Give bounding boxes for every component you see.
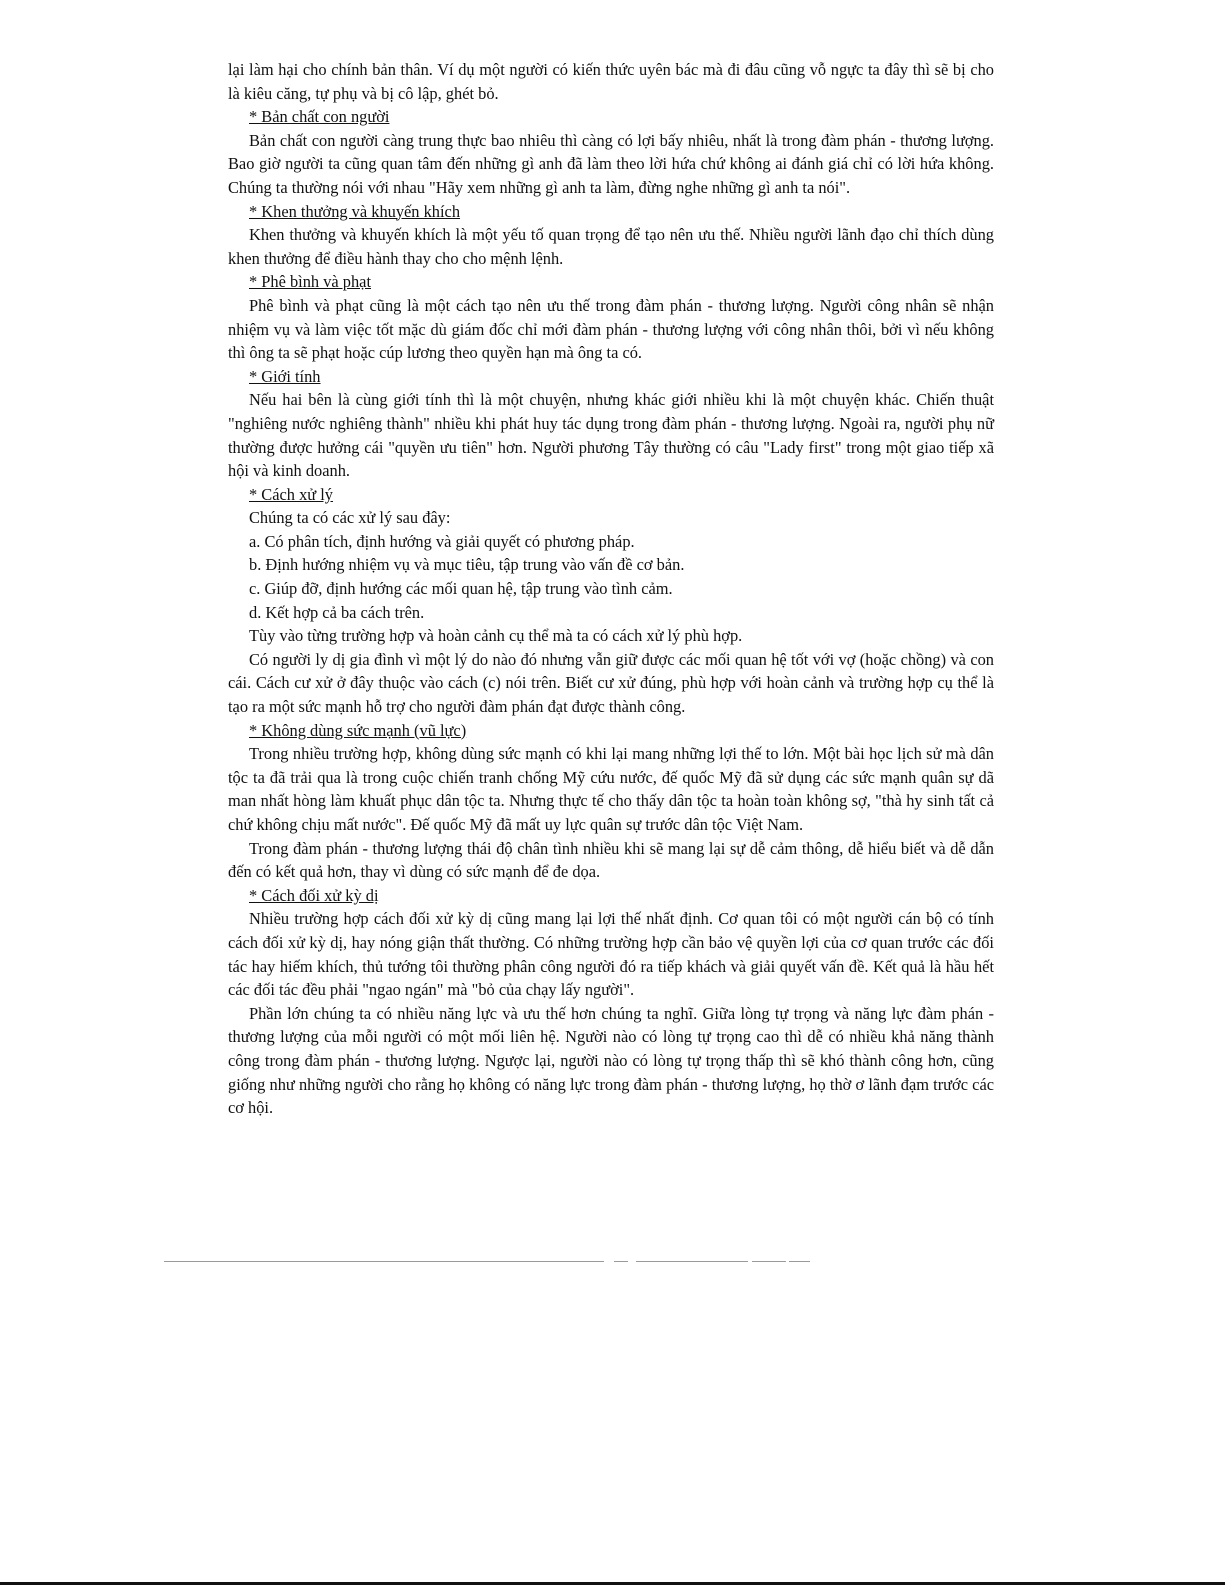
section-heading: * Cách đối xử kỳ dị <box>249 885 379 905</box>
paragraph: Chúng ta có các xử lý sau đây: <box>249 508 451 528</box>
list-item: a. Có phân tích, định hướng và giải quyết có phương pháp. <box>249 531 635 551</box>
paragraph: Có người ly dị gia đình vì một lý do nào đó nhưng vẫn giữ được các mối quan hệ tốt với vợ (hoặc chồng) và con cái. Cách cư xử ở đây thuộc vào cách (c) nói trên. Biết cư xử đúng, phù hợp với hoàn cảnh và trường hợp cụ thể là tạo ra một sức mạnh hỗ trợ cho người đàm phán đạt được thành công. <box>228 649 994 717</box>
separator-gap <box>786 1259 789 1263</box>
paragraph: Nhiều trường hợp cách đối xử kỳ dị cũng mang lại lợi thế nhất định. Cơ quan tôi có một người cán bộ có tính cách đối xử kỳ dị, hay nóng giận thất thường. Có những trường hợp cần bảo vệ quyền lợi của cơ quan trước các đối tác hay hiếm khích, thủ tướng tôi thường phân công người đó ra tiếp khách và giải quyết vấn đề. Kết quả là hầu hết các đối tác đều phải "ngao ngán" mà "bỏ của chạy lấy người". <box>228 909 994 1000</box>
paragraph: lại làm hại cho chính bản thân. Ví dụ một người có kiến thức uyên bác mà đi đâu cũng vỗ ngực ta đây thì sẽ bị cho là kiêu căng, tự phụ và bị cô lập, ghét bỏ. <box>228 60 994 103</box>
paragraph: Bản chất con người càng trung thực bao nhiêu thì càng có lợi bấy nhiêu, nhất là trong đàm phán - thương lượng. Bao giờ người ta cũng quan tâm đến những gì anh đã làm theo lời hứa chứ không ai đánh giá chỉ có lời hứa không. Chúng ta thường nói với nhau "Hãy xem những gì anh ta làm, đừng nghe những gì anh ta nói". <box>228 130 994 197</box>
paragraph: Phê bình và phạt cũng là một cách tạo nên ưu thế trong đàm phán - thương lượng. Người công nhân sẽ nhận nhiệm vụ và làm việc tốt mặc dù giám đốc chỉ mới đàm phán - thương lượng với công nhân thôi, bởi vì nếu không thì ông ta sẽ phạt hoặc cúp lương theo quyền hạn mà ông ta có. <box>228 295 994 363</box>
separator-gap <box>604 1259 614 1263</box>
section-heading: * Giới tính <box>249 366 321 386</box>
document-body <box>228 58 994 1120</box>
paragraph: Nếu hai bên là cùng giới tính thì là một chuyện, nhưng khác giới nhiều khi là một chuyện khác. Chiến thuật "nghiêng nước nghiêng thành" nhiều khi phát huy tác dụng trong đàm phán - thương lượng. Ngoài ra, người phụ nữ thường được hưởng cái "quyền ưu tiên" hơn. Người phương Tây thường có câu "Lady first" trong một giao tiếp xã hội và kinh doanh. <box>228 390 994 481</box>
footer-separator <box>164 1261 810 1262</box>
section-heading: * Khen thưởng và khuyến khích <box>249 201 461 221</box>
paragraph: Phần lớn chúng ta có nhiều năng lực và ưu thế hơn chúng ta nghĩ. Giữa lòng tự trọng và năng lực đàm phán - thương lượng của mỗi người có một mối liên hệ. Người nào có lòng tự trọng cao thì dễ có nhiều khả năng thành công trong đàm phán - thương lượng. Ngược lại, người nào có lòng tự trọng thấp thì sẽ khó thành công hơn, cũng giống như những người cho rằng họ không có năng lực trong đàm phán - thương lượng, họ thờ ơ lãnh đạm trước các cơ hội. <box>228 1003 994 1118</box>
list-item: c. Giúp đỡ, định hướng các mối quan hệ, tập trung vào tình cảm. <box>249 579 673 599</box>
paragraph: Tùy vào từng trường hợp và hoàn cảnh cụ thể mà ta có cách xử lý phù hợp. <box>249 626 743 646</box>
separator-gap <box>628 1259 636 1263</box>
list-item: d. Kết hợp cả ba cách trên. <box>249 602 425 622</box>
paragraph: Trong đàm phán - thương lượng thái độ chân tình nhiều khi sẽ mang lại sự dễ cảm thông, dễ hiểu biết và dễ dẫn đến có kết quả hơn, thay vì dùng có sức mạnh để đe dọa. <box>228 838 994 882</box>
list-item: b. Định hướng nhiệm vụ và mục tiêu, tập trung vào vấn đề cơ bản. <box>249 555 685 575</box>
section-heading: * Bản chất con người <box>249 107 390 127</box>
section-heading: * Phê bình và phạt <box>249 272 372 292</box>
separator-gap <box>748 1259 752 1263</box>
section-heading: * Cách xử lý <box>249 484 333 504</box>
paragraph: Trong nhiều trường hợp, không dùng sức mạnh có khi lại mang những lợi thế to lớn. Một bài học lịch sử mà dân tộc ta đã trải qua là trong cuộc chiến tranh chống Mỹ cứu nước, đế quốc Mỹ đã sử dụng các sức mạnh quân sự dã man nhất hòng làm khuất phục dân tộc ta. Nhưng thực tế cho thấy dân tộc ta hoàn toàn không sợ, "thà hy sinh tất cả chứ không chịu mất nước". Đế quốc Mỹ đã mất uy lực quân sự trước dân tộc Việt Nam. <box>228 744 994 834</box>
section-heading: * Không dùng sức mạnh (vũ lực) <box>249 720 467 740</box>
paragraph: Khen thưởng và khuyến khích là một yếu tố quan trọng để tạo nên ưu thế. Nhiều người lãnh đạo chỉ thích dùng khen thưởng để điều hành thay cho cho mệnh lệnh. <box>228 225 994 268</box>
